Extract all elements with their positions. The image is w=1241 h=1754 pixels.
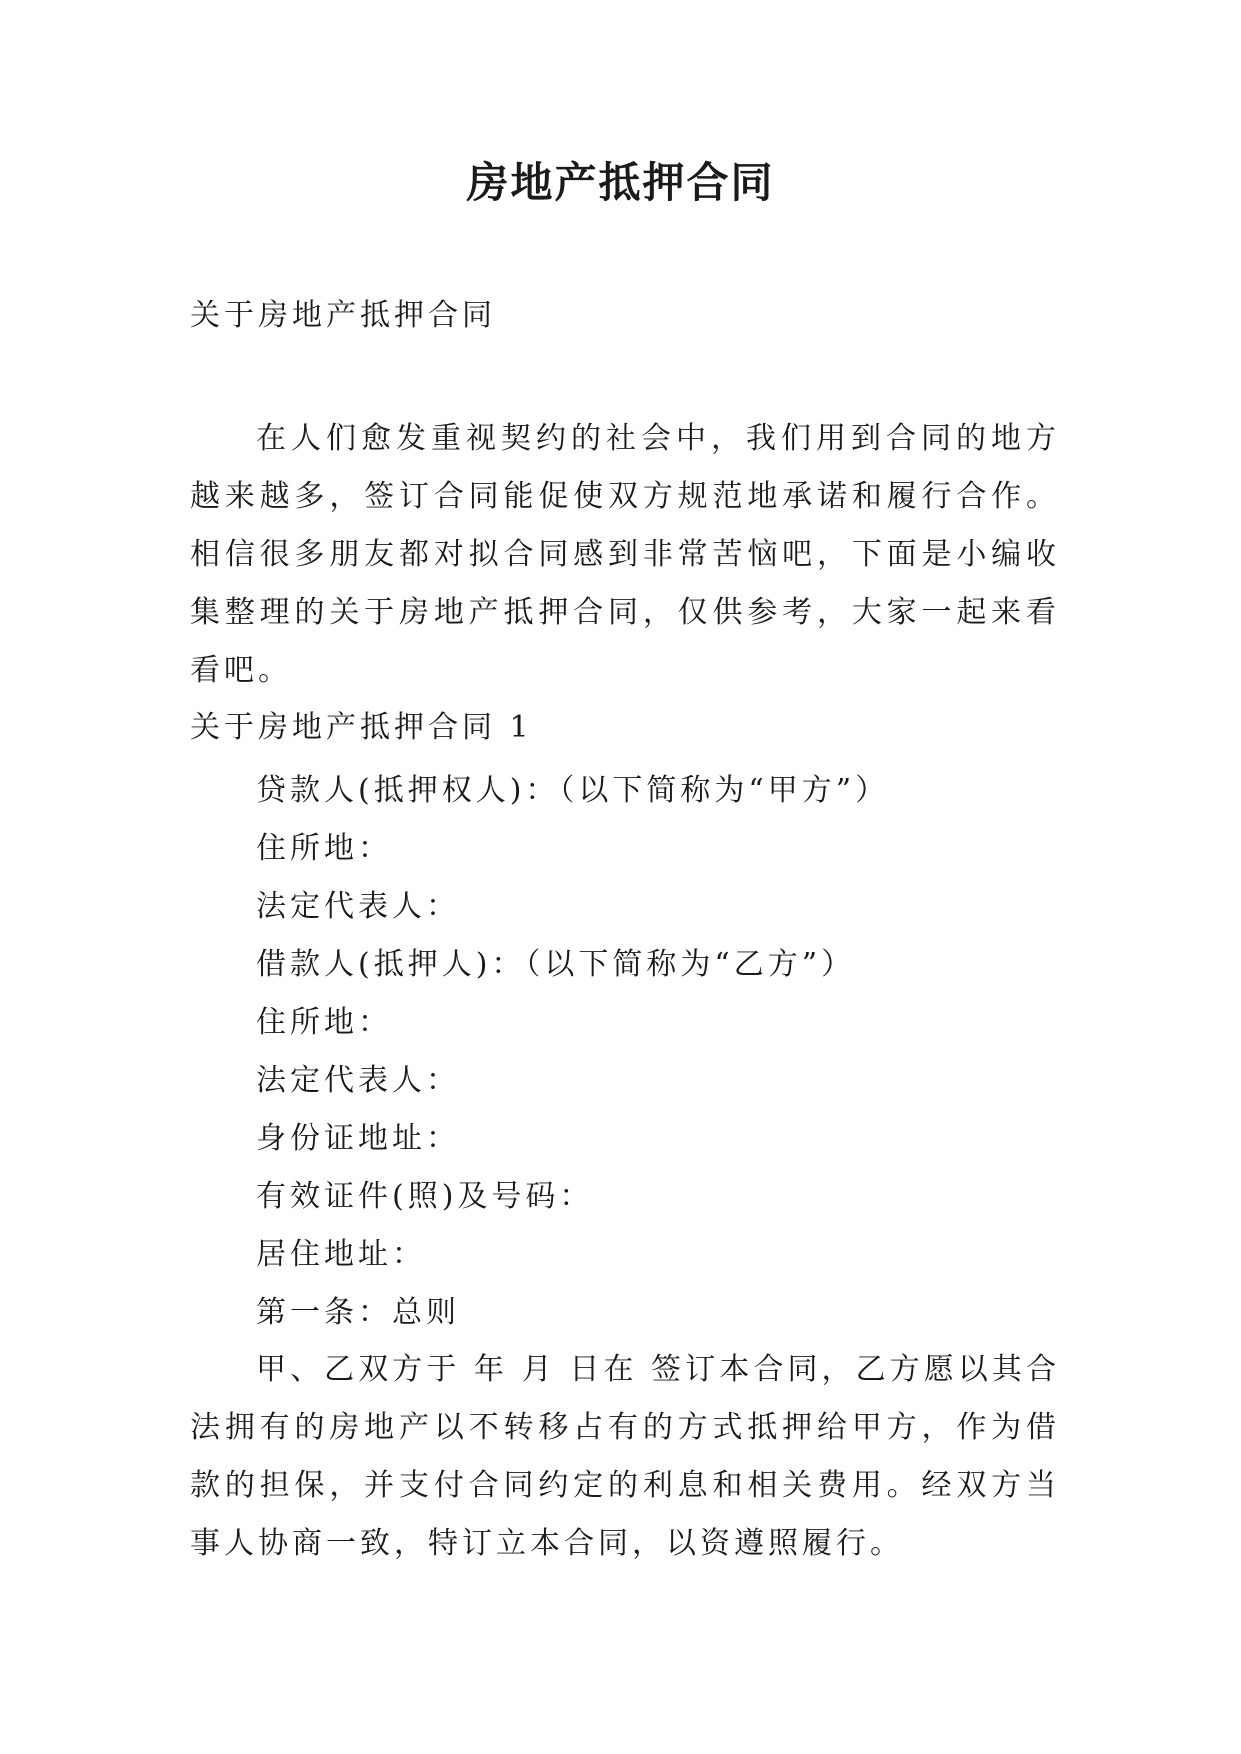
field-borrower-address: 住所地： <box>256 1005 392 1040</box>
field-residence-address: 居住地址： <box>256 1237 426 1272</box>
field-lender-address: 住所地： <box>256 831 392 866</box>
field-lender-representative: 法定代表人： <box>256 889 460 924</box>
intro-paragraph: 在人们愈发重视契约的社会中，我们用到合同的地方越来越多，签订合同能促使双方规范地承诺和履行合作。相信很多朋友都对拟合同感到非常苦恼吧，下面是小编收集整理的关于房地产抵押合同，仅供参考，大家一起来看看吧。 <box>190 421 1060 688</box>
field-id-address: 身份证地址： <box>256 1121 460 1156</box>
contract-fields-list <box>256 762 889 1342</box>
document-title: 房地产抵押合同 <box>466 158 775 207</box>
field-id-number: 有效证件(照)及号码： <box>256 1179 594 1214</box>
article-one-heading: 第一条：总则 <box>256 1295 460 1330</box>
article-one-paragraph: 甲、乙双方于 年 月 日在 签订本合同，乙方愿以其合法拥有的房地产以不转移占有的方式抵押给甲方，作为借款的担保，并支付合同约定的利息和相关费用。经双方当事人协商一致，特订立本合同，以资遵照履行。 <box>190 1352 1060 1561</box>
field-borrower-representative: 法定代表人： <box>256 1063 460 1098</box>
section-heading: 关于房地产抵押合同 1 <box>190 710 533 745</box>
field-borrower: 借款人(抵押人)：（以下简称为“乙方”） <box>256 947 856 982</box>
document-subtitle: 关于房地产抵押合同 <box>190 298 496 333</box>
field-lender: 贷款人(抵押权人)：（以下简称为“甲方”） <box>256 773 890 808</box>
